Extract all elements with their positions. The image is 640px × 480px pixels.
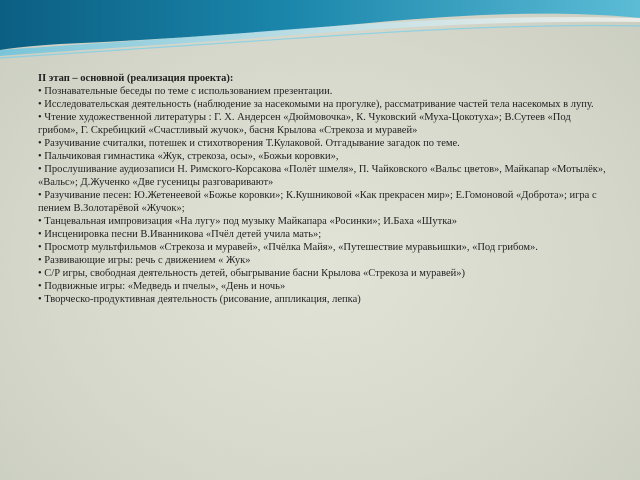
stage-heading: II этап – основной (реализация проекта): — [38, 73, 234, 84]
list-item: • Прослушивание аудиозаписи Н. Римского-Корсакова «Полёт шмеля», П. Чайковского «Вальс цветов», Майкапар «Мотылёк», «Вальс»; Д.Жученко «Две гусеницы разговаривают» — [38, 164, 606, 188]
decorative-wave — [0, 0, 640, 80]
list-item: • Просмотр мультфильмов «Стрекоза и муравей», «Пчёлка Майя», «Путешествие муравьишки», «Под грибом». — [38, 242, 538, 253]
list-item: • С/Р игры, свободная деятельность детей, обыгрывание басни Крылова «Стрекоза и муравей») — [38, 268, 466, 279]
list-item: • Пальчиковая гимнастика «Жук, стрекоза, осы», «Божьи коровки», — [38, 151, 339, 162]
list-item: • Познавательные беседы по теме с использованием презентации. — [38, 86, 333, 97]
list-item: • Танцевальная импровизация «На лугу» под музыку Майкапара «Росинки»; И.Баха «Шутка» — [38, 216, 458, 227]
list-item: • Разучивание песен: Ю.Жетенеевой «Божье коровки»; К.Кушниковой «Как прекрасен мир»; Е.Гомоновой «Доброта»; игра с пением В.Золотарёвой «Жучок»; — [38, 190, 597, 214]
list-item: • Чтение художественной литературы : Г. Х. Андерсен «Дюймовочка», К. Чуковский «Муха-Цокотуха»; В.Сутеев «Под грибом», Г. Скребицкий «Счастливый жучок», басня Крылова «Стрекоза и муравей» — [38, 112, 571, 136]
list-item: • Творческо-продуктивная деятельность (рисование, аппликация, лепка) — [38, 294, 361, 305]
slide-content — [38, 72, 608, 306]
list-item: • Инсценировка песни В.Иванникова «Пчёл детей учила мать»; — [38, 229, 322, 240]
list-item: • Подвижные игры: «Медведь и пчелы», «День и ночь» — [38, 281, 286, 292]
list-item: • Исследовательская деятельность (наблюдение за насекомыми на прогулке), рассматривание частей тела насекомых в лупу. — [38, 99, 594, 110]
list-item: • Развивающие игры: речь с движением « Жук» — [38, 255, 251, 266]
list-item: • Разучивание считалки, потешек и стихотворения Т.Кулаковой. Отгадывание загадок по теме. — [38, 138, 460, 149]
